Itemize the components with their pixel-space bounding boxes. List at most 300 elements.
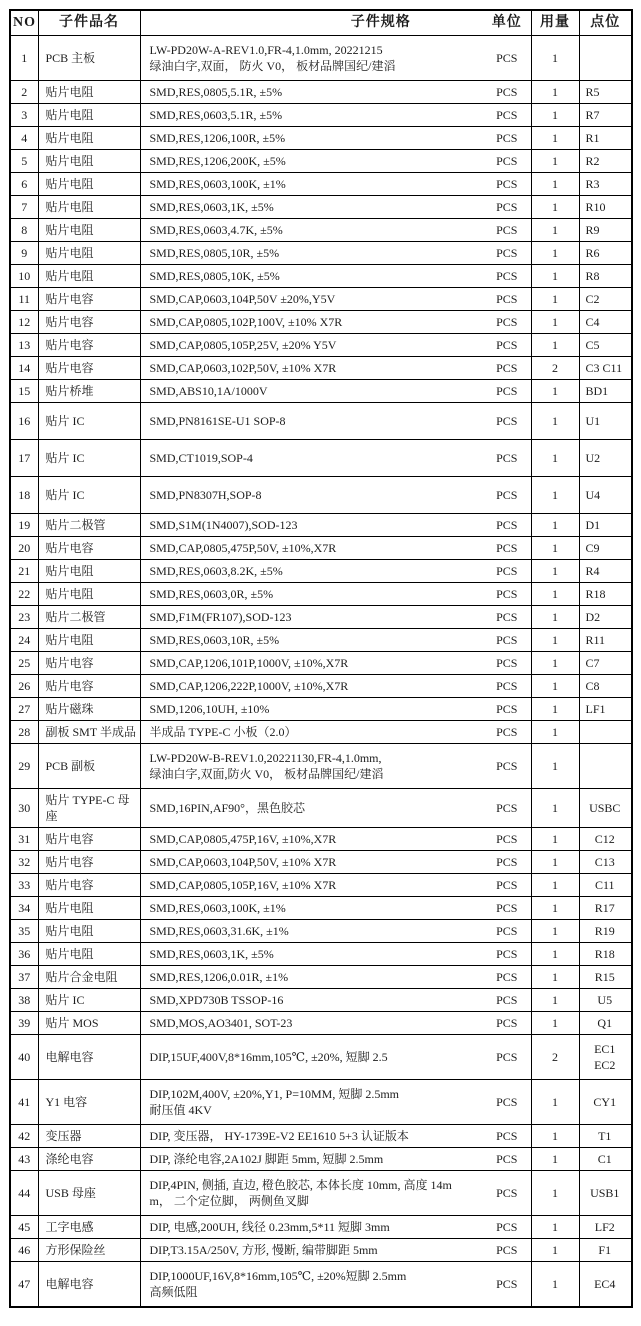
row-number-cell: 16 (10, 403, 38, 440)
table-row (10, 1216, 632, 1239)
reference-cell: LF1 (579, 698, 632, 721)
unit-cell: PCS (483, 897, 531, 920)
reference-cell (579, 744, 632, 789)
quantity-cell: 1 (531, 81, 579, 104)
unit-cell: PCS (483, 403, 531, 440)
row-number-cell: 33 (10, 874, 38, 897)
unit-cell: PCS (483, 629, 531, 652)
row-number-cell: 46 (10, 1239, 38, 1262)
quantity-cell: 1 (531, 652, 579, 675)
row-number-cell: 31 (10, 828, 38, 851)
row-number-cell: 41 (10, 1080, 38, 1125)
component-name-cell: 贴片电容 (38, 675, 140, 698)
row-number-cell: 21 (10, 560, 38, 583)
component-name-cell: 贴片电容 (38, 828, 140, 851)
component-spec-cell: DIP, 电感,200UH, 线径 0.23mm,5*11 短脚 3mm (140, 1216, 483, 1239)
unit-cell: PCS (483, 744, 531, 789)
row-number-cell: 13 (10, 334, 38, 357)
component-spec-cell: SMD,RES,0603,5.1R, ±5% (140, 104, 483, 127)
component-name-cell: 贴片磁珠 (38, 698, 140, 721)
reference-cell: R1 (579, 127, 632, 150)
table-row (10, 81, 632, 104)
component-name-cell: USB 母座 (38, 1171, 140, 1216)
component-spec-cell: SMD,RES,1206,200K, ±5% (140, 150, 483, 173)
component-spec-cell: SMD,ABS10,1A/1000V (140, 380, 483, 403)
component-spec-cell: SMD,RES,0805,10R, ±5% (140, 242, 483, 265)
component-spec-cell: SMD,CAP,0805,475P,16V, ±10%,X7R (140, 828, 483, 851)
unit-cell: PCS (483, 104, 531, 127)
component-name-cell: 贴片电阻 (38, 127, 140, 150)
quantity-cell: 1 (531, 966, 579, 989)
row-number-cell: 34 (10, 897, 38, 920)
row-number-cell: 2 (10, 81, 38, 104)
reference-cell: R10 (579, 196, 632, 219)
quantity-cell: 1 (531, 265, 579, 288)
component-spec-cell: LW-PD20W-A-REV1.0,FR-4,1.0mm, 20221215 绿油白字,双面， 防火 V0， 板材品牌国纪/建滔 (140, 36, 483, 81)
table-row (10, 560, 632, 583)
row-number-cell: 11 (10, 288, 38, 311)
quantity-cell: 1 (531, 851, 579, 874)
component-spec-cell: SMD,CAP,0805,105P,16V, ±10% X7R (140, 874, 483, 897)
unit-cell: PCS (483, 583, 531, 606)
reference-cell: R5 (579, 81, 632, 104)
component-name-cell: 贴片电阻 (38, 173, 140, 196)
component-spec-cell: SMD,16PIN,AF90°，黑色胶芯 (140, 789, 483, 828)
row-number-cell: 45 (10, 1216, 38, 1239)
quantity-cell: 1 (531, 897, 579, 920)
table-row (10, 874, 632, 897)
unit-cell: PCS (483, 1171, 531, 1216)
row-number-cell: 14 (10, 357, 38, 380)
row-number-cell: 38 (10, 989, 38, 1012)
table-row (10, 943, 632, 966)
component-spec-cell: LW-PD20W-B-REV1.0,20221130,FR-4,1.0mm, 绿油白字,双面,防火 V0， 板材品牌国纪/建滔 (140, 744, 483, 789)
table-row (10, 127, 632, 150)
row-number-cell: 8 (10, 219, 38, 242)
component-name-cell: 贴片电阻 (38, 897, 140, 920)
unit-cell: PCS (483, 675, 531, 698)
table-row (10, 966, 632, 989)
unit-cell: PCS (483, 851, 531, 874)
component-name-cell: 贴片电阻 (38, 265, 140, 288)
table-row (10, 1239, 632, 1262)
table-row (10, 36, 632, 81)
row-number-cell: 5 (10, 150, 38, 173)
table-row (10, 1012, 632, 1035)
component-name-cell: 贴片电容 (38, 851, 140, 874)
quantity-cell: 1 (531, 380, 579, 403)
component-spec-cell: SMD,RES,0603,10R, ±5% (140, 629, 483, 652)
quantity-cell: 1 (531, 173, 579, 196)
reference-cell: USB1 (579, 1171, 632, 1216)
row-number-cell: 29 (10, 744, 38, 789)
table-row (10, 1035, 632, 1080)
bom-table (9, 9, 633, 1308)
component-spec-cell: SMD,CAP,0805,475P,50V, ±10%,X7R (140, 537, 483, 560)
reference-cell: Q1 (579, 1012, 632, 1035)
reference-cell: BD1 (579, 380, 632, 403)
quantity-cell: 2 (531, 357, 579, 380)
component-name-cell: 电解电容 (38, 1035, 140, 1080)
unit-cell: PCS (483, 721, 531, 744)
reference-cell: C4 (579, 311, 632, 334)
row-number-cell: 19 (10, 514, 38, 537)
reference-cell: CY1 (579, 1080, 632, 1125)
component-name-cell: 变压器 (38, 1125, 140, 1148)
unit-cell: PCS (483, 606, 531, 629)
quantity-cell: 1 (531, 288, 579, 311)
unit-cell: PCS (483, 81, 531, 104)
component-name-cell: 贴片电阻 (38, 81, 140, 104)
column-header-ref: 点位 (579, 10, 632, 36)
row-number-cell: 44 (10, 1171, 38, 1216)
table-row (10, 334, 632, 357)
unit-cell: PCS (483, 1216, 531, 1239)
component-name-cell: 贴片电容 (38, 334, 140, 357)
quantity-cell: 1 (531, 989, 579, 1012)
component-name-cell: 贴片 IC (38, 477, 140, 514)
column-header-spec: 子件规格 (140, 10, 483, 36)
table-row (10, 173, 632, 196)
row-number-cell: 27 (10, 698, 38, 721)
quantity-cell: 1 (531, 675, 579, 698)
row-number-cell: 28 (10, 721, 38, 744)
component-spec-cell: SMD,XPD730B TSSOP-16 (140, 989, 483, 1012)
component-name-cell: PCB 主板 (38, 36, 140, 81)
component-spec-cell: SMD,RES,1206,100R, ±5% (140, 127, 483, 150)
reference-cell: F1 (579, 1239, 632, 1262)
component-name-cell: 贴片电容 (38, 537, 140, 560)
row-number-cell: 32 (10, 851, 38, 874)
unit-cell: PCS (483, 828, 531, 851)
reference-cell: C8 (579, 675, 632, 698)
component-name-cell: 贴片电阻 (38, 943, 140, 966)
row-number-cell: 39 (10, 1012, 38, 1035)
row-number-cell: 9 (10, 242, 38, 265)
row-number-cell: 7 (10, 196, 38, 219)
component-name-cell: 贴片电阻 (38, 150, 140, 173)
table-row (10, 380, 632, 403)
unit-cell: PCS (483, 150, 531, 173)
quantity-cell: 1 (531, 537, 579, 560)
component-name-cell: 涤纶电容 (38, 1148, 140, 1171)
reference-cell: R18 (579, 943, 632, 966)
component-name-cell: 贴片合金电阻 (38, 966, 140, 989)
quantity-cell: 2 (531, 1035, 579, 1080)
unit-cell: PCS (483, 966, 531, 989)
table-row (10, 514, 632, 537)
unit-cell: PCS (483, 698, 531, 721)
unit-cell: PCS (483, 1239, 531, 1262)
component-spec-cell: SMD,CAP,0603,104P,50V ±20%,Y5V (140, 288, 483, 311)
quantity-cell: 1 (531, 1080, 579, 1125)
table-row (10, 219, 632, 242)
row-number-cell: 18 (10, 477, 38, 514)
reference-cell: U4 (579, 477, 632, 514)
quantity-cell: 1 (531, 606, 579, 629)
unit-cell: PCS (483, 440, 531, 477)
component-name-cell: 贴片电阻 (38, 560, 140, 583)
row-number-cell: 37 (10, 966, 38, 989)
reference-cell: R4 (579, 560, 632, 583)
component-name-cell: 方形保险丝 (38, 1239, 140, 1262)
reference-cell: C11 (579, 874, 632, 897)
table-row (10, 104, 632, 127)
quantity-cell: 1 (531, 583, 579, 606)
table-row (10, 537, 632, 560)
unit-cell: PCS (483, 36, 531, 81)
table-row (10, 403, 632, 440)
unit-cell: PCS (483, 920, 531, 943)
component-name-cell: 电解电容 (38, 1262, 140, 1308)
component-name-cell: 贴片桥堆 (38, 380, 140, 403)
quantity-cell: 1 (531, 477, 579, 514)
quantity-cell: 1 (531, 560, 579, 583)
table-row (10, 583, 632, 606)
reference-cell: R18 (579, 583, 632, 606)
component-spec-cell: SMD,CAP,1206,101P,1000V, ±10%,X7R (140, 652, 483, 675)
quantity-cell: 1 (531, 150, 579, 173)
component-spec-cell: SMD,RES,0603,1K, ±5% (140, 943, 483, 966)
component-spec-cell: SMD,CAP,1206,222P,1000V, ±10%,X7R (140, 675, 483, 698)
component-spec-cell: DIP,4PIN, 侧插, 直边, 橙色胶芯, 本体长度 10mm, 高度 14m m， 二个定位脚， 两侧鱼叉脚 (140, 1171, 483, 1216)
table-row (10, 1262, 632, 1308)
unit-cell: PCS (483, 219, 531, 242)
reference-cell: D1 (579, 514, 632, 537)
row-number-cell: 10 (10, 265, 38, 288)
component-spec-cell: SMD,RES,0805,5.1R, ±5% (140, 81, 483, 104)
reference-cell: R8 (579, 265, 632, 288)
reference-cell: R19 (579, 920, 632, 943)
reference-cell: R3 (579, 173, 632, 196)
quantity-cell: 1 (531, 514, 579, 537)
table-row (10, 920, 632, 943)
component-spec-cell: SMD,RES,0603,100K, ±1% (140, 897, 483, 920)
table-row (10, 789, 632, 828)
quantity-cell: 1 (531, 789, 579, 828)
table-row (10, 989, 632, 1012)
table-row (10, 721, 632, 744)
row-number-cell: 43 (10, 1148, 38, 1171)
component-name-cell: 贴片电阻 (38, 583, 140, 606)
component-name-cell: 贴片 IC (38, 403, 140, 440)
row-number-cell: 3 (10, 104, 38, 127)
table-row (10, 288, 632, 311)
column-header-no: NO (10, 10, 38, 36)
table-row (10, 744, 632, 789)
component-name-cell: 贴片电容 (38, 652, 140, 675)
reference-cell: R6 (579, 242, 632, 265)
component-name-cell: 贴片 TYPE-C 母座 (38, 789, 140, 828)
reference-cell: T1 (579, 1125, 632, 1148)
component-spec-cell: SMD,CAP,0603,104P,50V, ±10% X7R (140, 851, 483, 874)
row-number-cell: 40 (10, 1035, 38, 1080)
quantity-cell: 1 (531, 1216, 579, 1239)
quantity-cell: 1 (531, 127, 579, 150)
component-name-cell: Y1 电容 (38, 1080, 140, 1125)
component-spec-cell: SMD,1206,10UH, ±10% (140, 698, 483, 721)
reference-cell (579, 36, 632, 81)
component-spec-cell: SMD,CAP,0805,105P,25V, ±20% Y5V (140, 334, 483, 357)
unit-cell: PCS (483, 789, 531, 828)
component-name-cell: 贴片电阻 (38, 219, 140, 242)
table-row (10, 851, 632, 874)
reference-cell: U5 (579, 989, 632, 1012)
reference-cell: C13 (579, 851, 632, 874)
component-name-cell: 贴片电阻 (38, 629, 140, 652)
reference-cell: EC4 (579, 1262, 632, 1308)
component-spec-cell: SMD,RES,0603,1K, ±5% (140, 196, 483, 219)
reference-cell: R15 (579, 966, 632, 989)
table-row (10, 897, 632, 920)
quantity-cell: 1 (531, 721, 579, 744)
reference-cell: USBC (579, 789, 632, 828)
unit-cell: PCS (483, 265, 531, 288)
component-name-cell: 贴片电容 (38, 357, 140, 380)
component-spec-cell: SMD,MOS,AO3401, SOT-23 (140, 1012, 483, 1035)
table-row (10, 1148, 632, 1171)
component-spec-cell: SMD,CAP,0805,102P,100V, ±10% X7R (140, 311, 483, 334)
component-spec-cell: 半成品 TYPE-C 小板（2.0） (140, 721, 483, 744)
component-spec-cell: SMD,RES,0603,31.6K, ±1% (140, 920, 483, 943)
row-number-cell: 1 (10, 36, 38, 81)
quantity-cell: 1 (531, 104, 579, 127)
table-header-row (10, 10, 632, 36)
component-spec-cell: DIP, 涤纶电容,2A102J 脚距 5mm, 短脚 2.5mm (140, 1148, 483, 1171)
quantity-cell: 1 (531, 920, 579, 943)
quantity-cell: 1 (531, 219, 579, 242)
component-spec-cell: SMD,CAP,0603,102P,50V, ±10% X7R (140, 357, 483, 380)
reference-cell: C2 (579, 288, 632, 311)
unit-cell: PCS (483, 196, 531, 219)
quantity-cell: 1 (531, 1125, 579, 1148)
component-spec-cell: SMD,PN8307H,SOP-8 (140, 477, 483, 514)
unit-cell: PCS (483, 242, 531, 265)
quantity-cell: 1 (531, 629, 579, 652)
table-row (10, 606, 632, 629)
reference-cell: C1 (579, 1148, 632, 1171)
component-name-cell: 贴片 IC (38, 440, 140, 477)
table-row (10, 1125, 632, 1148)
row-number-cell: 47 (10, 1262, 38, 1308)
unit-cell: PCS (483, 380, 531, 403)
row-number-cell: 36 (10, 943, 38, 966)
column-header-unit: 单位 (483, 10, 531, 36)
row-number-cell: 6 (10, 173, 38, 196)
quantity-cell: 1 (531, 744, 579, 789)
quantity-cell: 1 (531, 311, 579, 334)
component-spec-cell: SMD,CT1019,SOP-4 (140, 440, 483, 477)
table-row (10, 828, 632, 851)
unit-cell: PCS (483, 127, 531, 150)
reference-cell: C3 C11 (579, 357, 632, 380)
component-spec-cell: SMD,F1M(FR107),SOD-123 (140, 606, 483, 629)
component-spec-cell: DIP, 变压器， HY-1739E-V2 EE1610 5+3 认证版本 (140, 1125, 483, 1148)
unit-cell: PCS (483, 311, 531, 334)
component-spec-cell: SMD,RES,0603,100K, ±1% (140, 173, 483, 196)
component-spec-cell: SMD,RES,0603,0R, ±5% (140, 583, 483, 606)
component-name-cell: 工字电感 (38, 1216, 140, 1239)
component-spec-cell: DIP,102M,400V, ±20%,Y1, P=10MM, 短脚 2.5mm 耐压值 4KV (140, 1080, 483, 1125)
quantity-cell: 1 (531, 1171, 579, 1216)
component-name-cell: 贴片电阻 (38, 104, 140, 127)
component-spec-cell: SMD,RES,0603,4.7K, ±5% (140, 219, 483, 242)
unit-cell: PCS (483, 334, 531, 357)
quantity-cell: 1 (531, 1148, 579, 1171)
row-number-cell: 15 (10, 380, 38, 403)
component-name-cell: 贴片电容 (38, 311, 140, 334)
unit-cell: PCS (483, 874, 531, 897)
reference-cell: R11 (579, 629, 632, 652)
row-number-cell: 12 (10, 311, 38, 334)
quantity-cell: 1 (531, 1239, 579, 1262)
quantity-cell: 1 (531, 440, 579, 477)
row-number-cell: 22 (10, 583, 38, 606)
quantity-cell: 1 (531, 403, 579, 440)
reference-cell: R7 (579, 104, 632, 127)
component-name-cell: 贴片电容 (38, 874, 140, 897)
table-row (10, 196, 632, 219)
unit-cell: PCS (483, 1080, 531, 1125)
table-row (10, 440, 632, 477)
component-spec-cell: SMD,RES,1206,0.01R, ±1% (140, 966, 483, 989)
quantity-cell: 1 (531, 1012, 579, 1035)
reference-cell: R17 (579, 897, 632, 920)
unit-cell: PCS (483, 1148, 531, 1171)
component-name-cell: 贴片 MOS (38, 1012, 140, 1035)
unit-cell: PCS (483, 173, 531, 196)
table-row (10, 1171, 632, 1216)
reference-cell: C5 (579, 334, 632, 357)
unit-cell: PCS (483, 1012, 531, 1035)
component-name-cell: 贴片电阻 (38, 242, 140, 265)
table-row (10, 357, 632, 380)
table-row (10, 652, 632, 675)
component-spec-cell: SMD,RES,0603,8.2K, ±5% (140, 560, 483, 583)
column-header-qty: 用量 (531, 10, 579, 36)
table-row (10, 311, 632, 334)
table-row (10, 265, 632, 288)
quantity-cell: 1 (531, 36, 579, 81)
reference-cell: U1 (579, 403, 632, 440)
row-number-cell: 24 (10, 629, 38, 652)
component-spec-cell: SMD,PN8161SE-U1 SOP-8 (140, 403, 483, 440)
quantity-cell: 1 (531, 334, 579, 357)
quantity-cell: 1 (531, 943, 579, 966)
component-name-cell: 贴片电阻 (38, 196, 140, 219)
row-number-cell: 25 (10, 652, 38, 675)
unit-cell: PCS (483, 1035, 531, 1080)
column-header-name: 子件品名 (38, 10, 140, 36)
unit-cell: PCS (483, 357, 531, 380)
unit-cell: PCS (483, 652, 531, 675)
row-number-cell: 23 (10, 606, 38, 629)
reference-cell: C7 (579, 652, 632, 675)
reference-cell (579, 721, 632, 744)
reference-cell: C12 (579, 828, 632, 851)
reference-cell: LF2 (579, 1216, 632, 1239)
component-name-cell: PCB 副板 (38, 744, 140, 789)
component-spec-cell: DIP,15UF,400V,8*16mm,105℃, ±20%, 短脚 2.5 (140, 1035, 483, 1080)
component-name-cell: 贴片电容 (38, 288, 140, 311)
unit-cell: PCS (483, 989, 531, 1012)
component-name-cell: 副板 SMT 半成品 (38, 721, 140, 744)
component-name-cell: 贴片二极管 (38, 606, 140, 629)
component-name-cell: 贴片二极管 (38, 514, 140, 537)
unit-cell: PCS (483, 537, 531, 560)
unit-cell: PCS (483, 288, 531, 311)
component-name-cell: 贴片 IC (38, 989, 140, 1012)
